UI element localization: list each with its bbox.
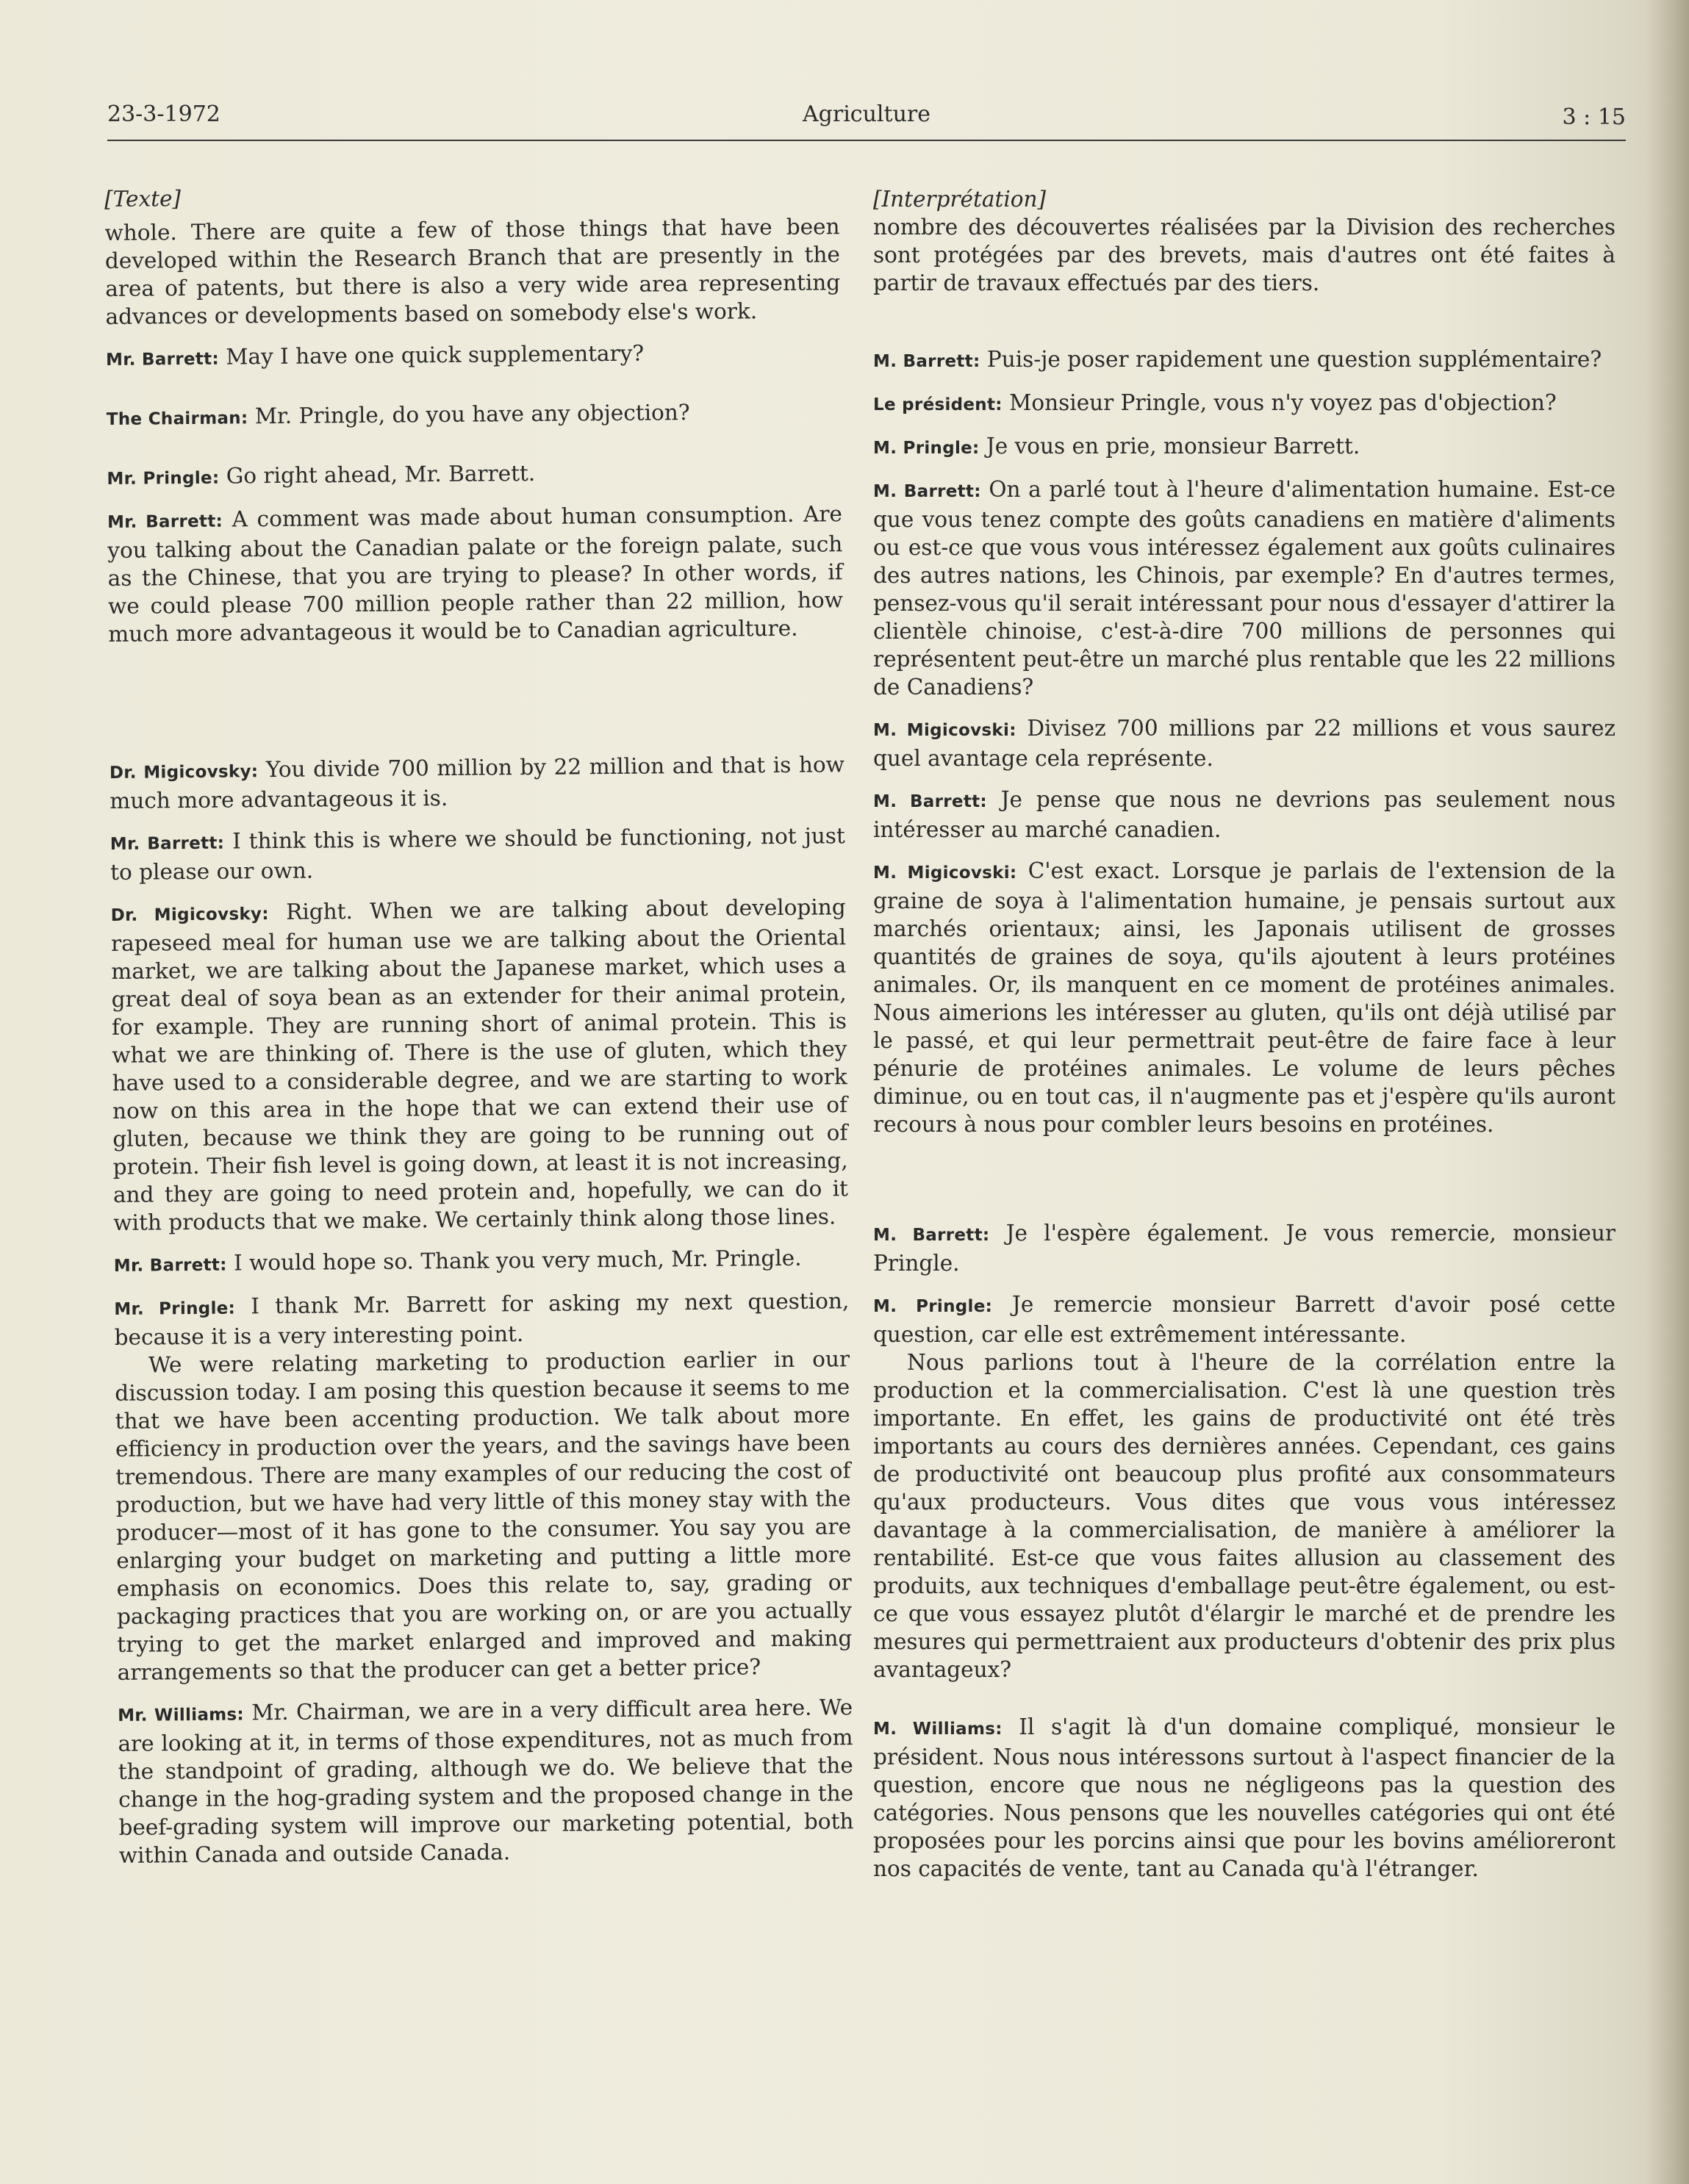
speaker-name: M. Barrett: [873, 1226, 990, 1245]
speaker-name: Le président: [873, 395, 1003, 414]
paragraph: Nous parlions tout à l'heure de la corrélation entre la production et la commercialisation. C'est là une question très importante. En effet, les gains de productivité ont été très importants au cours des dernières années. Cependant, ces gains de productivité ont beaucoup plus profité aux consommateurs qu'aux producteurs. Vous dites que vous vous intéressez davantage à la commercialisation, de manière à améliorer la rentabilité. Est-ce que vous faites allusion au classement des produits, aux techniques d'emballage peut-être également, ou est-ce que vous essayez plutôt d'élargir le marché et de prendre les mesures qui permettraient aux producteurs d'obtenir des prix plus avantageux? [873, 1350, 1616, 1682]
speech [873, 389, 1616, 419]
speech-text: Divisez 700 millions par 22 millions et vous saurez quel avantage cela représente. [873, 716, 1616, 771]
paragraph: whole. There are quite a few of those things that have been developed within the Research Branch that are presently in the area of patents, but there is also a very wide area representing advances or developments based on somebody else's work. [104, 214, 841, 329]
running-header [107, 97, 1626, 141]
page-binding-shadow [1645, 0, 1689, 2184]
speech-text: Je remercie monsieur Barrett d'avoir posé cette question, car elle est extrêmement intéressante. [873, 1292, 1616, 1347]
speech-text: Je l'espère également. Je vous remercie, monsieur Pringle. [873, 1221, 1616, 1276]
speech [110, 822, 846, 886]
speaker-name: M. Barrett: [873, 792, 987, 811]
speech-text: I would hope so. Thank you very much, Mr. Pringle. [226, 1245, 802, 1276]
speaker-name: M. Williams: [873, 1720, 1003, 1739]
speaker-name: The Chairman: [106, 409, 248, 429]
speech-text: On a parlé tout à l'heure d'alimentation humaine. Est-ce que vous tenez compte des goûts canadiens en matière d'aliments ou est-ce que vous vous intéressez également aux goûts culinaires des autres nations, les Chinois, par exemple? En d'autres termes, pensez-vous qu'il serait intéressant pour nous d'essayer d'attirer la clientèle chinoise, c'est-à-dire 700 millions de personnes qui représentent peut-être un marché plus rentable que les 22 millions de Canadiens? [873, 477, 1616, 700]
speech [107, 500, 844, 648]
speaker-name: M. Migicovski: [873, 863, 1017, 883]
speech [118, 1693, 854, 1869]
speech [114, 1287, 850, 1351]
speech [110, 750, 845, 815]
speech [110, 893, 848, 1237]
speaker-name: M. Pringle: [873, 1297, 993, 1316]
speech [873, 1290, 1616, 1348]
speech [873, 475, 1616, 701]
speaker-name: Mr. Barrett: [107, 511, 223, 532]
speech [873, 714, 1616, 772]
speaker-name: M. Pringle: [873, 439, 980, 458]
speaker-name: M. Barrett: [873, 352, 980, 371]
header-page-number: 3 : 15 [1562, 104, 1626, 130]
speech [873, 786, 1616, 844]
french-column [873, 185, 1616, 1896]
language-label-texte: [Texte] [104, 186, 182, 212]
speech-text: Puis-je poser rapidement une question supplémentaire? [980, 347, 1602, 372]
speaker-name: M. Barrett: [873, 482, 981, 501]
speech-text: Monsieur Pringle, vous n'y voyez pas d'objection? [1002, 390, 1557, 415]
speech-text: May I have one quick supplementary? [218, 340, 645, 370]
speech-text: Mr. Chairman, we are in a very difficult area here. We are looking at it, in terms of those expenditures, not as much from the standpoint of grading, although we do. We believe that the change in the hog-grading system and the proposed change in the beef-grading system will improve our marketing potential, both within Canada and outside Canada. [118, 1695, 854, 1868]
english-column [104, 179, 854, 1883]
speech-text: You divide 700 million by 22 million and that is how much more advantageous it is. [110, 752, 845, 813]
speaker-name: M. Migicovski: [873, 721, 1016, 740]
speaker-name: Dr. Migicovsky: [110, 905, 269, 925]
speech-text: I thank Mr. Barrett for asking my next question, because it is a very interesting point. [114, 1288, 850, 1350]
speech-text: Je pense que nous ne devrions pas seulement nous intéresser au marché canadien. [873, 787, 1616, 842]
speaker-name: Mr. Pringle: [114, 1298, 236, 1319]
speaker-name: Mr. Pringle: [107, 468, 220, 489]
speech-text: Go right ahead, Mr. Barrett. [219, 460, 536, 489]
speech-text: Mr. Pringle, do you have any objection? [248, 400, 690, 429]
speaker-name: Mr. Barrett: [110, 833, 225, 854]
speaker-name: Mr. Williams: [118, 1705, 245, 1725]
speech [106, 337, 841, 374]
speech-text: Il s'agit là d'un domaine compliqué, monsieur le président. Nous nous intéressons surtout à l'aspect financier de la question, encore que nous ne négligeons pas la question des catégories. Nous pensons que les nouvelles catégories qui ont été proposées pour les porcins ainsi que pour les bovins amélioreront nos capacités de vente, tant au Canada qu'à l'étranger. [873, 1714, 1616, 1881]
speech [873, 432, 1616, 462]
speech-text: C'est exact. Lorsque je parlais de l'extension de la graine de soya à l'alimentation humaine, je pensais surtout aux marchés orientaux; ainsi, les Japonais utilisent de grosses quantités de graines de soya, qu'ils ajoutent à leurs protéines animales. Or, ils manquent en ce moment de protéines animales. Nous aimerions les intéresser au gluten, qu'ils ont déjà utilisé par le passé, et qui leur permettrait peut-être de faire face à leur pénurie de protéines animales. Le volume de leurs pêches diminue, ou en tout cas, il n'augmente pas et j'espère qu'ils auront recours à nous pour combler leurs besoins en protéines. [873, 858, 1616, 1137]
speech [107, 397, 842, 434]
header-title: Agriculture [803, 101, 930, 127]
speaker-name: Mr. Barrett: [105, 349, 220, 370]
speech [873, 345, 1616, 376]
header-date: 23-3-1972 [107, 101, 220, 127]
speech-text: Je vous en prie, monsieur Barrett. [979, 434, 1360, 459]
paragraph: nombre des découvertes réalisées par la Division des recherches sont protégées par des brevets, mais d'autres ont été faites à partir de travaux effectués par des tiers. [873, 215, 1616, 295]
speech [107, 456, 842, 493]
speech-text: Right. When we are talking about developing rapeseed meal for human use we are talking about the Oriental market, we are talking about the Japanese market, which uses a great deal of soya bean as an extender for their animal protein, for example. They are running short of animal protein. This is what we are thinking of. There is the use of gluten, which they have used to a considerable degree, and we are starting to work now on this area in the hope that we can extend their use of gluten, because we think they are going to be running out of protein. Their fish level is going down, at least it is not increasing, and they are going to need protein and, hopefully, we can do it with products that we make. We certainly think along those lines. [110, 894, 849, 1235]
speech [873, 1713, 1616, 1883]
speech [114, 1243, 849, 1280]
speech [873, 857, 1616, 1138]
language-label-interpretation: [Interprétation] [873, 187, 1047, 212]
paragraph: We were relating marketing to production earlier in our discussion today. I am posing this question because it seems to me that we have been accenting production. We talk about more efficiency in production over the years, and the savings have been tremendous. There are many examples of our reducing the cost of production, but we have had very little of this money stay with the producer—most of it has gone to the consumer. You say you are enlarging your budget on marketing and putting a little more emphasis on economics. Does this relate to, say, grading or packaging practices that you are working on, or are you actually trying to get the market enlarged and improved and making arrangements so that the producer can get a better price? [115, 1346, 853, 1685]
speaker-name: Mr. Barrett: [113, 1255, 227, 1276]
speech-text: I think this is where we should be functioning, not just to please our own. [110, 823, 845, 885]
speech-text: A comment was made about human consumption. Are you talking about the Canadian palate or the foreign palate, such as the Chinese, that you are trying to please? In other words, if we could please 700 million people rather than 22 million, how much more advantageous it would be to Canadian agriculture. [107, 501, 844, 647]
speech [873, 1219, 1616, 1277]
speaker-name: Dr. Migicovsky: [109, 762, 259, 783]
